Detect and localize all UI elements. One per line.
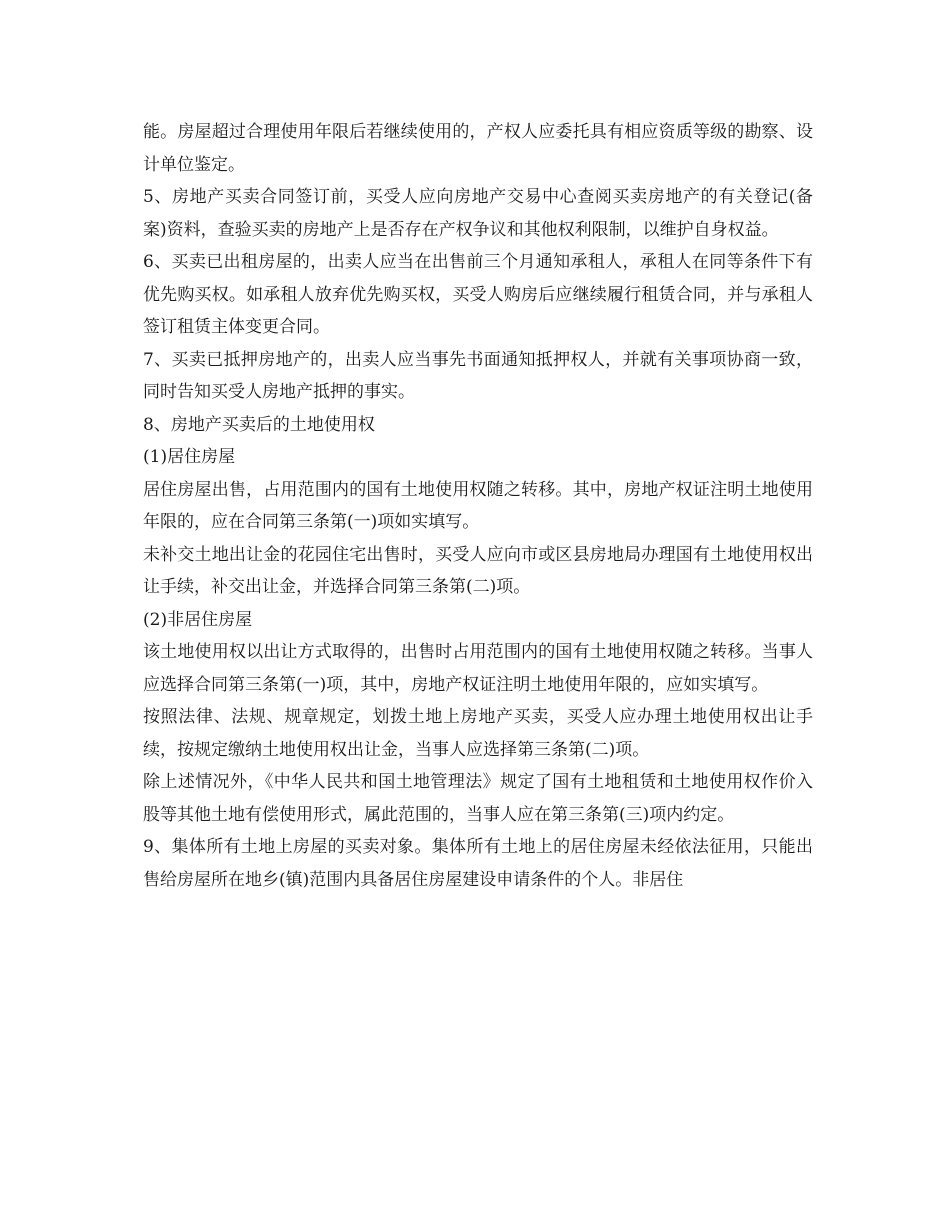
paragraph-continuation: 能。房屋超过合理使用年限后若继续使用的，产权人应委托具有相应资质等级的勘察、设计单位鉴定。 [143, 122, 813, 175]
paragraph-non-residential-3: 除上述情况外，《中华人民共和国土地管理法》规定了国有土地租赁和土地使用权作价入股等其他土地有偿使用形式，属此范围的，当事人应在第三条第(三)项内约定。 [143, 772, 813, 825]
paragraph-item-6: 6、买卖已出租房屋的，出卖人应当在出售前三个月通知承租人，承租人在同等条件下有优先购买权。如承租人放弃优先购买权，买受人购房后应继续履行租赁合同，并与承租人签订租赁主体变更合同。 [143, 252, 813, 337]
paragraph-item-5: 5、房地产买卖合同签订前，买受人应向房地产交易中心查阅买卖房地产的有关登记(备案)资料，查验买卖的房地产上是否存在产权争议和其他权利限制，以维护自身权益。 [143, 187, 813, 240]
subheading-residential: (1)居住房屋 [143, 447, 236, 467]
paragraph-non-residential-1: 该土地使用权以出让方式取得的，出售时占用范围内的国有土地使用权随之转移。当事人应选择合同第三条第(一)项，其中，房地产权证注明土地使用年限的，应如实填写。 [143, 642, 813, 695]
paragraph-item-9: 9、集体所有土地上房屋的买卖对象。集体所有土地上的居住房屋未经依法征用，只能出售给房屋所在地乡(镇)范围内具备居住房屋建设申请条件的个人。非居住 [143, 837, 813, 890]
paragraph-item-8-heading: 8、房地产买卖后的土地使用权 [143, 414, 375, 435]
paragraph-residential-2: 未补交土地出让金的花园住宅出售时，买受人应向市或区县房地局办理国有土地使用权出让手续，补交出让金，并选择合同第三条第(二)项。 [143, 544, 813, 597]
paragraph-non-residential-2: 按照法律、法规、规章规定，划拨土地上房地产买卖，买受人应办理土地使用权出让手续，按规定缴纳土地使用权出让金，当事人应选择第三条第(二)项。 [143, 707, 813, 760]
document-body [143, 116, 813, 896]
subheading-non-residential: (2)非居住房屋 [143, 609, 253, 630]
paragraph-item-7: 7、买卖已抵押房地产的，出卖人应当事先书面通知抵押权人，并就有关事项协商一致，同时告知买受人房地产抵押的事实。 [143, 349, 813, 402]
paragraph-residential-1: 居住房屋出售，占用范围内的国有土地使用权随之转移。其中，房地产权证注明土地使用年限的，应在合同第三条第(一)项如实填写。 [143, 479, 813, 532]
